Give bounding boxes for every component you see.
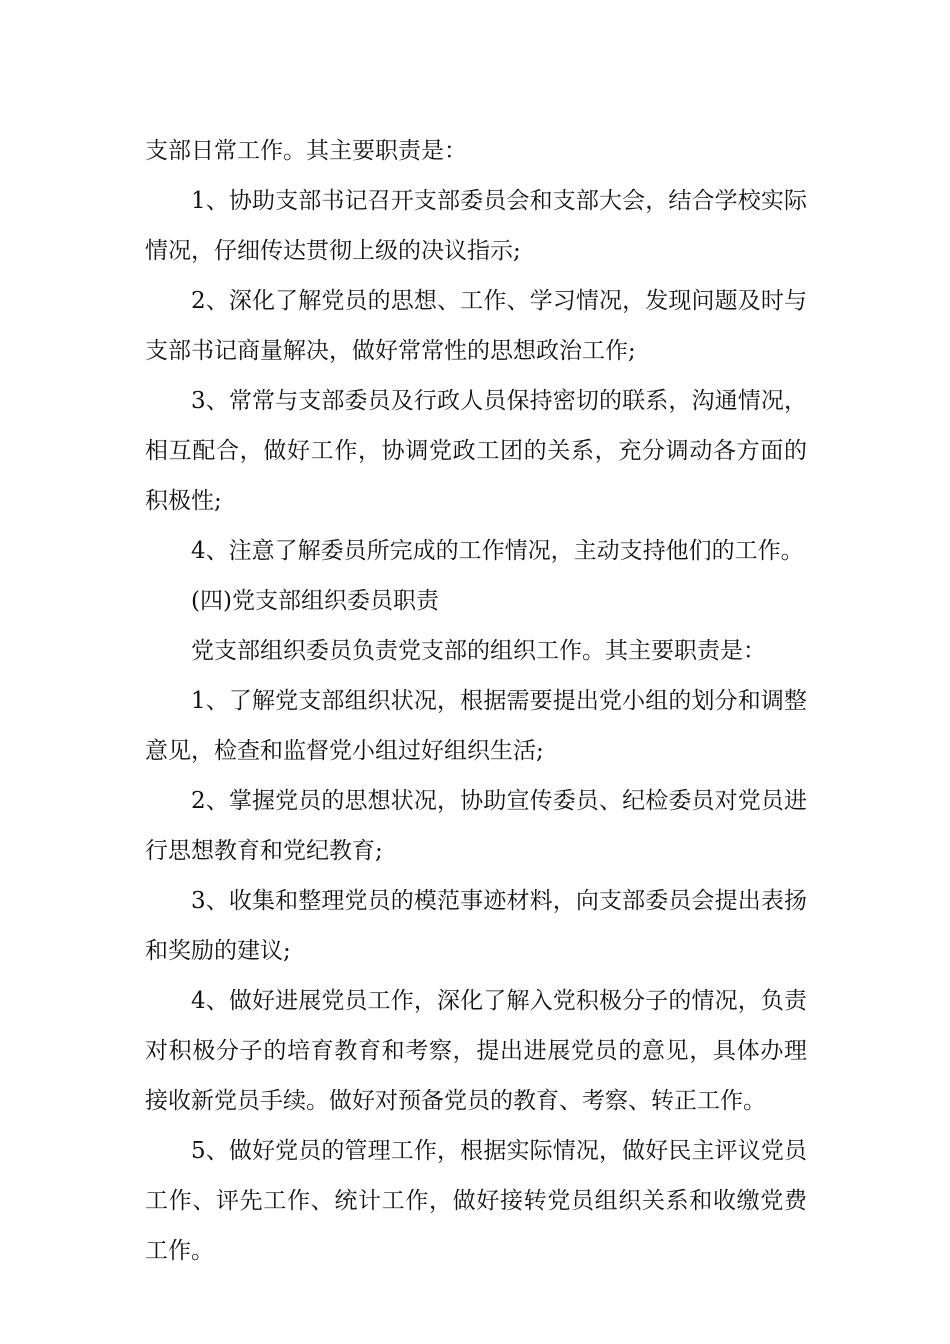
paragraph-org-duty-4: 4、做好进展党员工作，深化了解入党积极分子的情况，负责对积极分子的培育教育和考察，提出进展党员的意见，具体办理接收新党员手续。做好对预备党员的教育、考察、转正工作。 xyxy=(145,988,807,1114)
paragraph-org-duty-5: 5、做好党员的管理工作，根据实际情况，做好民主评议党员工作、评先工作、统计工作，做好接转党员组织关系和收缴党费工作。 xyxy=(145,1138,807,1264)
paragraph-organization-intro: 党支部组织委员负责党支部的组织工作。其主要职责是： xyxy=(191,638,766,664)
paragraph-duty-4: 4、注意了解委员所完成的工作情况，主动支持他们的工作。 xyxy=(191,538,804,564)
paragraph-duty-1: 1、协助支部书记召开支部委员会和支部大会，结合学校实际情况，仔细传达贯彻上级的决议指示; xyxy=(145,188,807,264)
section-heading-organization-committee: (四)党支部组织委员职责 xyxy=(191,588,439,614)
document-body xyxy=(145,126,807,1276)
paragraph-intro-continuation: 支部日常工作。其主要职责是： xyxy=(145,138,467,164)
paragraph-duty-2: 2、深化了解党员的思想、工作、学习情况，发现问题及时与支部书记商量解决，做好常常性的思想政治工作; xyxy=(145,288,807,364)
paragraph-org-duty-1: 1、了解党支部组织状况，根据需要提出党小组的划分和调整意见，检查和监督党小组过好组织生活; xyxy=(145,688,807,764)
paragraph-org-duty-3: 3、收集和整理党员的模范事迹材料，向支部委员会提出表扬和奖励的建议; xyxy=(145,888,807,964)
paragraph-duty-3: 3、常常与支部委员及行政人员保持密切的联系，沟通情况，相互配合，做好工作，协调党政工团的关系，充分调动各方面的积极性; xyxy=(145,388,807,514)
paragraph-org-duty-2: 2、掌握党员的思想状况，协助宣传委员、纪检委员对党员进行思想教育和党纪教育; xyxy=(145,788,807,864)
